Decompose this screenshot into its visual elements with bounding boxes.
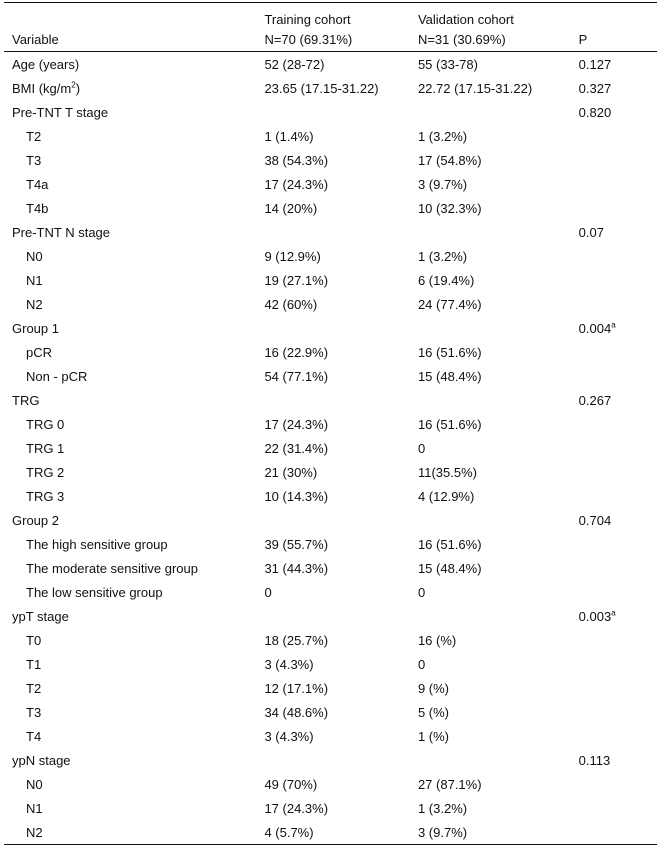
training-value xyxy=(264,748,418,772)
row-label xyxy=(4,100,264,124)
table-row xyxy=(4,292,657,316)
p-value xyxy=(579,340,657,364)
p-value xyxy=(579,268,657,292)
table-row xyxy=(4,268,657,292)
row-label-text: T2 xyxy=(26,680,42,696)
training-value: 49 (70%) xyxy=(264,776,318,792)
p-value xyxy=(579,580,657,604)
training-value xyxy=(264,508,418,532)
p-value-text: 0.267 xyxy=(578,392,612,408)
p-value xyxy=(579,436,657,460)
header-training: Training cohort xyxy=(264,12,351,27)
p-value xyxy=(579,820,657,845)
p-value-text: 0.07 xyxy=(578,224,604,240)
training-value: 42 (60%) xyxy=(264,296,318,312)
row-label xyxy=(4,172,264,196)
row-label-text: N2 xyxy=(26,824,43,840)
row-label-text: T3 xyxy=(26,152,42,168)
training-value: 0 xyxy=(264,584,272,600)
row-label-text: N2 xyxy=(26,296,43,312)
row-label-end: ) xyxy=(75,80,81,96)
p-value xyxy=(579,748,657,772)
row-label xyxy=(4,484,264,508)
validation-value: 22.72 (17.15-31.22) xyxy=(417,80,533,96)
p-value xyxy=(579,292,657,316)
validation-value xyxy=(418,604,579,628)
table-row xyxy=(4,820,657,845)
p-value xyxy=(579,100,657,124)
p-value xyxy=(579,364,657,388)
row-label-text: T2 xyxy=(26,128,42,144)
row-label-text: T4a xyxy=(26,176,49,192)
training-value: 23.65 (17.15-31.22) xyxy=(264,80,379,96)
validation-value: 16 (51.6%) xyxy=(417,536,482,552)
validation-value: 24 (77.4%) xyxy=(417,296,482,312)
row-label-text: The moderate sensitive group xyxy=(26,560,198,576)
training-value: 17 (24.3%) xyxy=(264,800,329,816)
characteristics-table xyxy=(4,2,657,845)
training-value: 18 (25.7%) xyxy=(264,632,329,648)
p-value xyxy=(579,484,657,508)
row-label xyxy=(4,556,264,580)
p-value xyxy=(579,556,657,580)
p-value xyxy=(579,148,657,172)
row-label xyxy=(4,604,264,628)
p-value xyxy=(579,628,657,652)
row-label xyxy=(4,244,264,268)
training-value: 4 (5.7%) xyxy=(264,820,418,845)
table-row xyxy=(4,484,657,508)
table-row xyxy=(4,412,657,436)
p-value xyxy=(579,172,657,196)
row-label xyxy=(4,652,264,676)
table-row xyxy=(4,196,657,220)
table-row xyxy=(4,316,657,340)
training-value: 17 (24.3%) xyxy=(264,176,329,192)
p-value-superscript: a xyxy=(611,608,616,618)
training-value xyxy=(264,100,418,124)
row-label xyxy=(4,700,264,724)
table-row xyxy=(4,436,657,460)
table-row xyxy=(4,52,657,77)
validation-value: 6 (19.4%) xyxy=(417,272,475,288)
p-value xyxy=(579,796,657,820)
training-value: 12 (17.1%) xyxy=(264,680,329,696)
row-label-text: T3 xyxy=(26,704,42,720)
training-value xyxy=(264,604,418,628)
validation-value: 27 (87.1%) xyxy=(417,776,482,792)
row-label xyxy=(4,148,264,172)
table-row xyxy=(4,724,657,748)
header-p-spacer xyxy=(579,3,657,28)
validation-value: 4 (12.9%) xyxy=(417,488,475,504)
row-label-text: T4 xyxy=(26,728,42,744)
row-label-text: N1 xyxy=(26,800,43,816)
training-value xyxy=(264,316,418,340)
row-label-text: TRG 2 xyxy=(26,464,65,480)
table-top-rule xyxy=(4,2,657,3)
p-value xyxy=(579,532,657,556)
p-value-text: 0.003 xyxy=(578,608,612,624)
training-value: 22 (31.4%) xyxy=(264,440,329,456)
p-value xyxy=(579,508,657,532)
row-label xyxy=(4,724,264,748)
validation-value: 1 (3.2%) xyxy=(417,248,468,264)
row-label xyxy=(4,52,264,77)
p-value-superscript: a xyxy=(611,320,616,330)
row-label-text: ypT stage xyxy=(12,608,69,624)
table-row xyxy=(4,556,657,580)
table-row xyxy=(4,100,657,124)
table-row xyxy=(4,580,657,604)
row-label-text: T1 xyxy=(26,656,42,672)
p-value-text: 0.127 xyxy=(578,56,612,72)
row-label xyxy=(4,292,264,316)
training-value: 31 (44.3%) xyxy=(264,560,329,576)
validation-value xyxy=(418,508,579,532)
row-label-text: Non - pCR xyxy=(26,368,88,384)
row-label xyxy=(4,316,264,340)
p-value xyxy=(579,316,657,340)
characteristics-table-container xyxy=(4,2,657,845)
p-value xyxy=(579,652,657,676)
training-value: 52 (28-72) xyxy=(264,56,325,72)
validation-value: 11(35.5%) xyxy=(417,464,477,480)
table-row xyxy=(4,532,657,556)
training-value xyxy=(264,220,418,244)
training-value: 34 (48.6%) xyxy=(264,704,329,720)
table-row xyxy=(4,460,657,484)
row-label-text: pCR xyxy=(26,344,53,360)
validation-value: 1 (%) xyxy=(417,728,450,744)
row-label xyxy=(4,268,264,292)
training-value: 17 (24.3%) xyxy=(264,416,329,432)
row-label xyxy=(4,772,264,796)
table-row xyxy=(4,700,657,724)
p-value xyxy=(579,76,657,100)
p-value xyxy=(579,772,657,796)
validation-value xyxy=(418,388,579,412)
p-value xyxy=(579,460,657,484)
table-row xyxy=(4,220,657,244)
row-label-text: TRG 0 xyxy=(26,416,65,432)
p-value xyxy=(579,220,657,244)
validation-value: 0 xyxy=(417,656,426,672)
row-label xyxy=(4,340,264,364)
header-p: P xyxy=(579,27,657,52)
table-row xyxy=(4,364,657,388)
p-value xyxy=(579,604,657,628)
validation-value: 0 xyxy=(417,440,426,456)
table-row xyxy=(4,772,657,796)
training-value: 16 (22.9%) xyxy=(264,344,329,360)
row-label-text: TRG 3 xyxy=(26,488,65,504)
validation-value: 0 xyxy=(417,584,426,600)
row-label xyxy=(4,820,264,845)
p-value xyxy=(579,412,657,436)
p-value-text: 0.327 xyxy=(578,80,612,96)
row-label-text: TRG 1 xyxy=(26,440,65,456)
table-row xyxy=(4,340,657,364)
table-row xyxy=(4,604,657,628)
p-value-text: 0.004 xyxy=(578,320,612,336)
validation-value: 15 (48.4%) xyxy=(417,368,482,384)
p-value xyxy=(579,724,657,748)
table-row xyxy=(4,796,657,820)
validation-value: 55 (33-78) xyxy=(417,56,478,72)
header-variable-spacer xyxy=(4,3,264,28)
training-value: 1 (1.4%) xyxy=(264,128,314,144)
validation-value: 3 (9.7%) xyxy=(418,820,579,845)
header-validation-n: N=31 (30.69%) xyxy=(418,27,579,52)
p-value xyxy=(579,388,657,412)
row-label xyxy=(4,532,264,556)
validation-value: 3 (9.7%) xyxy=(417,176,468,192)
row-label-text: T0 xyxy=(26,632,42,648)
header-row-2 xyxy=(4,27,657,52)
p-value xyxy=(579,244,657,268)
validation-value: 17 (54.8%) xyxy=(417,152,482,168)
row-label xyxy=(4,796,264,820)
header-training-n: N=70 (69.31%) xyxy=(264,27,418,52)
training-value: 14 (20%) xyxy=(264,200,318,216)
row-label-text: Group 1 xyxy=(12,320,59,336)
row-label xyxy=(4,460,264,484)
row-label-text: Pre-TNT N stage xyxy=(12,224,111,240)
row-label xyxy=(4,196,264,220)
p-value-text: 0.820 xyxy=(578,104,612,120)
row-label xyxy=(4,748,264,772)
training-value: 19 (27.1%) xyxy=(264,272,329,288)
row-label xyxy=(4,436,264,460)
row-label-text: The low sensitive group xyxy=(26,584,163,600)
validation-value: 1 (3.2%) xyxy=(417,800,468,816)
row-label xyxy=(4,676,264,700)
training-value: 3 (4.3%) xyxy=(264,728,314,744)
p-value xyxy=(579,124,657,148)
validation-value xyxy=(418,220,579,244)
row-label-text: TRG xyxy=(12,392,40,408)
table-header xyxy=(4,3,657,52)
p-value-text: 0.113 xyxy=(578,752,611,768)
validation-value: 16 (51.6%) xyxy=(417,344,482,360)
training-value: 10 (14.3%) xyxy=(264,488,329,504)
validation-value xyxy=(418,100,579,124)
p-value xyxy=(579,196,657,220)
row-label-text: Age (years) xyxy=(12,56,80,72)
row-label-text: The high sensitive group xyxy=(26,536,168,552)
row-label-text: T4b xyxy=(26,200,49,216)
table-row xyxy=(4,508,657,532)
table-row xyxy=(4,652,657,676)
table-row xyxy=(4,76,657,100)
validation-value: 5 (%) xyxy=(417,704,450,720)
training-value: 3 (4.3%) xyxy=(264,656,314,672)
row-label xyxy=(4,628,264,652)
row-label-text: Group 2 xyxy=(12,512,59,528)
header-variable: Variable xyxy=(4,27,264,52)
p-value-text: 0.704 xyxy=(578,512,612,528)
row-label-text: N0 xyxy=(26,248,43,264)
validation-value: 9 (%) xyxy=(417,680,450,696)
validation-value: 15 (48.4%) xyxy=(417,560,482,576)
training-value: 21 (30%) xyxy=(264,464,318,480)
training-value: 54 (77.1%) xyxy=(264,368,329,384)
validation-value xyxy=(418,748,579,772)
table-body xyxy=(4,52,657,845)
row-label xyxy=(4,508,264,532)
table-row xyxy=(4,172,657,196)
row-label-text: N0 xyxy=(26,776,43,792)
row-label xyxy=(4,412,264,436)
row-label xyxy=(4,124,264,148)
table-row xyxy=(4,388,657,412)
row-label xyxy=(4,388,264,412)
row-label-text: ypN stage xyxy=(12,752,71,768)
row-label xyxy=(4,364,264,388)
validation-value: 16 (51.6%) xyxy=(417,416,482,432)
training-value xyxy=(264,388,418,412)
table-row xyxy=(4,244,657,268)
p-value xyxy=(579,700,657,724)
header-validation: Validation cohort xyxy=(417,12,514,27)
validation-value: 10 (32.3%) xyxy=(417,200,482,216)
validation-value xyxy=(418,316,579,340)
table-row xyxy=(4,124,657,148)
validation-value: 1 (3.2%) xyxy=(417,128,468,144)
row-label-text: N1 xyxy=(26,272,43,288)
table-row xyxy=(4,148,657,172)
p-value xyxy=(579,676,657,700)
p-value xyxy=(579,52,657,77)
training-value: 38 (54.3%) xyxy=(264,152,329,168)
training-value: 9 (12.9%) xyxy=(264,248,321,264)
row-label-superscript: 2 xyxy=(71,80,76,90)
table-row xyxy=(4,676,657,700)
validation-value: 16 (%) xyxy=(417,632,457,648)
row-label-text: Pre-TNT T stage xyxy=(12,104,109,120)
row-label xyxy=(4,220,264,244)
row-label xyxy=(4,76,264,100)
table-row xyxy=(4,748,657,772)
training-value: 39 (55.7%) xyxy=(264,536,329,552)
header-row-1 xyxy=(4,3,657,28)
row-label-text: BMI (kg/m xyxy=(12,80,72,96)
table-row xyxy=(4,628,657,652)
row-label xyxy=(4,580,264,604)
